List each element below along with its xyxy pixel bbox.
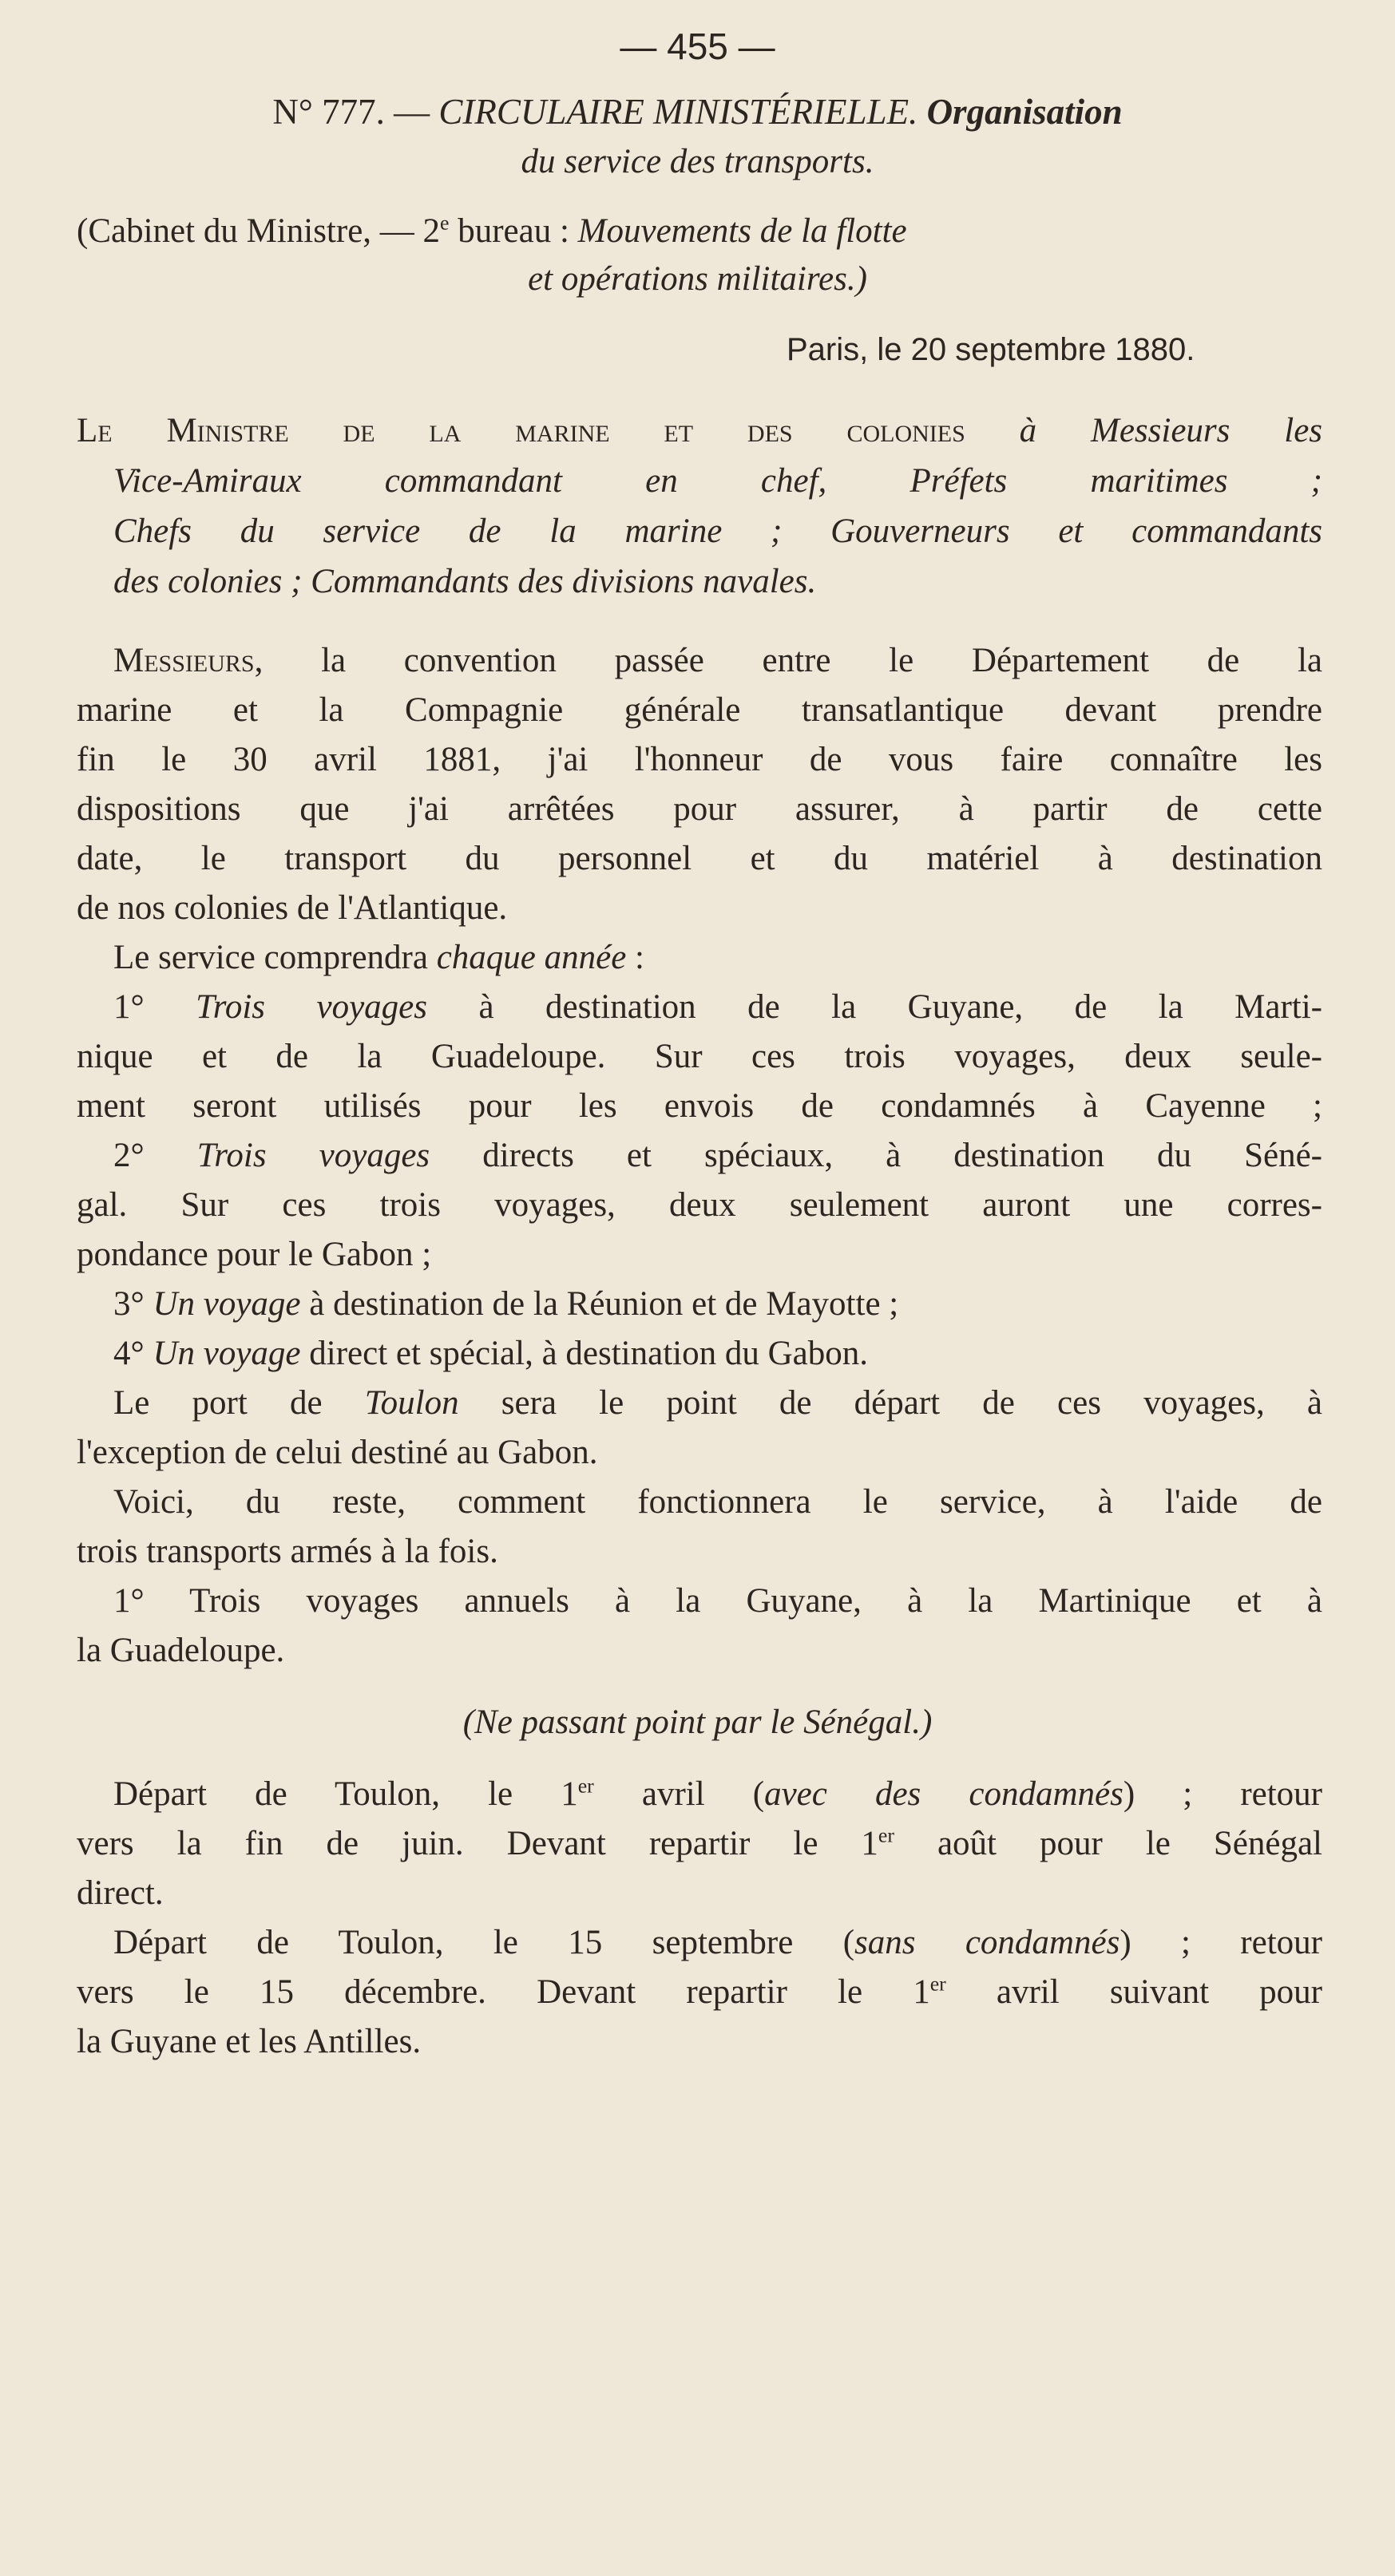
paragraph-4-line-1: Voici, du reste, comment fonctionnera le service, à l'aide de	[113, 1483, 1322, 1521]
address-recipients-4: des colonies ; Commandants des divisions navales.	[113, 563, 817, 600]
p2-emphasis: chaque année	[436, 939, 627, 976]
address-sender: Le Ministre de la marine et des colonies	[77, 412, 965, 449]
origin-sup: e	[440, 211, 450, 235]
origin-bureau: bureau :	[449, 212, 569, 250]
address-line-3	[113, 509, 1322, 554]
item-2-number: 2°	[113, 1137, 145, 1174]
circular-subject: Organisation	[926, 92, 1123, 132]
p2-text: Le service comprendra	[113, 939, 437, 976]
p3-text-b: sera le point de départ de ces voyages, à	[458, 1384, 1323, 1422]
paragraph-1-line-4: dispositions que j'ai arrêtées pour assurer, à partir de cette	[77, 790, 1322, 828]
section-1-line-2: la Guadeloupe.	[77, 1632, 285, 1669]
circular-title: CIRCULAIRE MINISTÉRIELLE.	[438, 92, 918, 132]
p3-emphasis: Toulon	[364, 1384, 459, 1422]
dep1-sup-1: er	[577, 1774, 594, 1798]
circular-subject-line2: du service des transports.	[521, 143, 874, 180]
section-1-note	[0, 1700, 1395, 1745]
item-2-text: directs et spéciaux, à destination du Séné-	[430, 1137, 1322, 1174]
section-1-line-1: 1° Trois voyages annuels à la Guyane, à la Martinique et à	[113, 1582, 1322, 1620]
item-3-emphasis: Un voyage	[153, 1285, 301, 1323]
origin-department: Mouvements de la flotte	[577, 212, 907, 250]
origin-office: (Cabinet du Ministre, — 2	[77, 212, 441, 250]
paragraph-1-line-5: date, le transport du personnel et du matériel à destination	[77, 840, 1322, 877]
paragraph-4-line-2: trois transports armés à la fois.	[77, 1533, 498, 1570]
departure-1-line-3: direct.	[77, 1874, 164, 1912]
dep2-l2-b: avril suivant pour	[945, 1973, 1322, 2011]
item-2-line-2: gal. Sur ces trois voyages, deux seulement auront une corres-	[77, 1186, 1322, 1224]
dep1-text-c: ) ; retour	[1123, 1775, 1322, 1813]
p3-text-a: Le port de	[113, 1384, 365, 1422]
address-line-2	[113, 459, 1322, 504]
departure-2-line-3: la Guyane et les Antilles.	[77, 2023, 422, 2060]
paragraph-3-line-1	[113, 1381, 1322, 1426]
item-2-emphasis: Trois voyages	[196, 1137, 430, 1174]
dep2-sup: er	[929, 1972, 946, 1996]
dep2-text-b: ) ; retour	[1120, 1924, 1322, 1961]
dep2-text-a: Départ de Toulon, le 15 septembre (	[113, 1924, 855, 1961]
dep1-text-b: avril (	[593, 1775, 765, 1813]
address-recipients-3: Chefs du service de la marine ; Gouverneurs et commandants	[113, 512, 1322, 550]
dep1-text-a: Départ de Toulon, le 1	[113, 1775, 578, 1813]
item-1-line-1	[113, 985, 1322, 1030]
note-text: (Ne passant point par le Sénégal.)	[462, 1703, 933, 1741]
departure-1-line-1	[113, 1772, 1322, 1817]
dep1-l2-a: vers la fin de juin. Devant repartir le 1	[77, 1825, 878, 1862]
departure-1-line-2	[77, 1822, 1322, 1866]
dep1-emphasis: avec des condamnés	[764, 1775, 1124, 1813]
address-line-1	[77, 409, 1322, 453]
p1-text-1: la convention passée entre le Département de la	[263, 642, 1322, 679]
circular-subject-cont	[0, 140, 1395, 184]
item-3-number: 3°	[113, 1285, 145, 1323]
item-2-line-3: pondance pour le Gabon ;	[77, 1236, 432, 1273]
paragraph-1-line-2: marine et la Compagnie générale transatlantique devant prendre	[77, 691, 1322, 729]
dep2-emphasis: sans condamnés	[854, 1924, 1120, 1961]
paragraph-3-line-2: l'exception de celui destiné au Gabon.	[77, 1434, 598, 1471]
circular-number: N° 777. —	[272, 92, 430, 132]
dep1-l2-b: août pour le Sénégal	[894, 1825, 1322, 1862]
origin-line-2	[0, 257, 1395, 302]
dateline: Paris, le 20 septembre 1880.	[787, 332, 1195, 367]
origin-line-1	[77, 209, 907, 254]
item-4-emphasis: Un voyage	[153, 1335, 301, 1372]
paragraph-2	[113, 936, 644, 980]
item-4-text: direct et spécial, à destination du Gabon.	[300, 1335, 868, 1372]
departure-2-line-2	[77, 1970, 1322, 2015]
paragraph-1-line-3: fin le 30 avril 1881, j'ai l'honneur de vous faire connaître les	[77, 741, 1322, 778]
page-number: — 455 —	[620, 26, 775, 67]
departure-2-line-1	[113, 1921, 1322, 1965]
address-recipient-start: à Messieurs les	[1019, 412, 1323, 449]
salutation: Messieurs,	[113, 642, 264, 679]
item-2-line-1	[113, 1134, 1322, 1178]
address-recipients-2: Vice-Amiraux commandant en chef, Préfets maritimes ;	[113, 462, 1322, 500]
paragraph-1-line-6: de nos colonies de l'Atlantique.	[77, 889, 508, 927]
item-1-number: 1°	[113, 988, 145, 1026]
item-1-emphasis: Trois voyages	[196, 988, 427, 1026]
paragraph-1-line-1	[113, 639, 1322, 683]
dep2-l2-a: vers le 15 décembre. Devant repartir le 1	[77, 1973, 930, 2011]
item-4-number: 4°	[113, 1335, 145, 1372]
dep1-sup-2: er	[878, 1823, 894, 1847]
circular-heading	[0, 89, 1395, 134]
item-4	[113, 1332, 868, 1376]
item-3-text: à destination de la Réunion et de Mayotte ;	[300, 1285, 899, 1323]
item-3	[113, 1282, 898, 1327]
origin-department-cont: et opérations militaires.)	[528, 260, 867, 298]
p2-colon: :	[626, 939, 644, 976]
item-1-line-2: nique et de la Guadeloupe. Sur ces trois voyages, deux seule-	[77, 1038, 1322, 1075]
address-line-4	[113, 560, 816, 604]
item-1-line-3: ment seront utilisés pour les envois de condamnés à Cayenne ;	[77, 1087, 1322, 1125]
item-1-text: à destination de la Guyane, de la Marti-	[426, 988, 1322, 1026]
